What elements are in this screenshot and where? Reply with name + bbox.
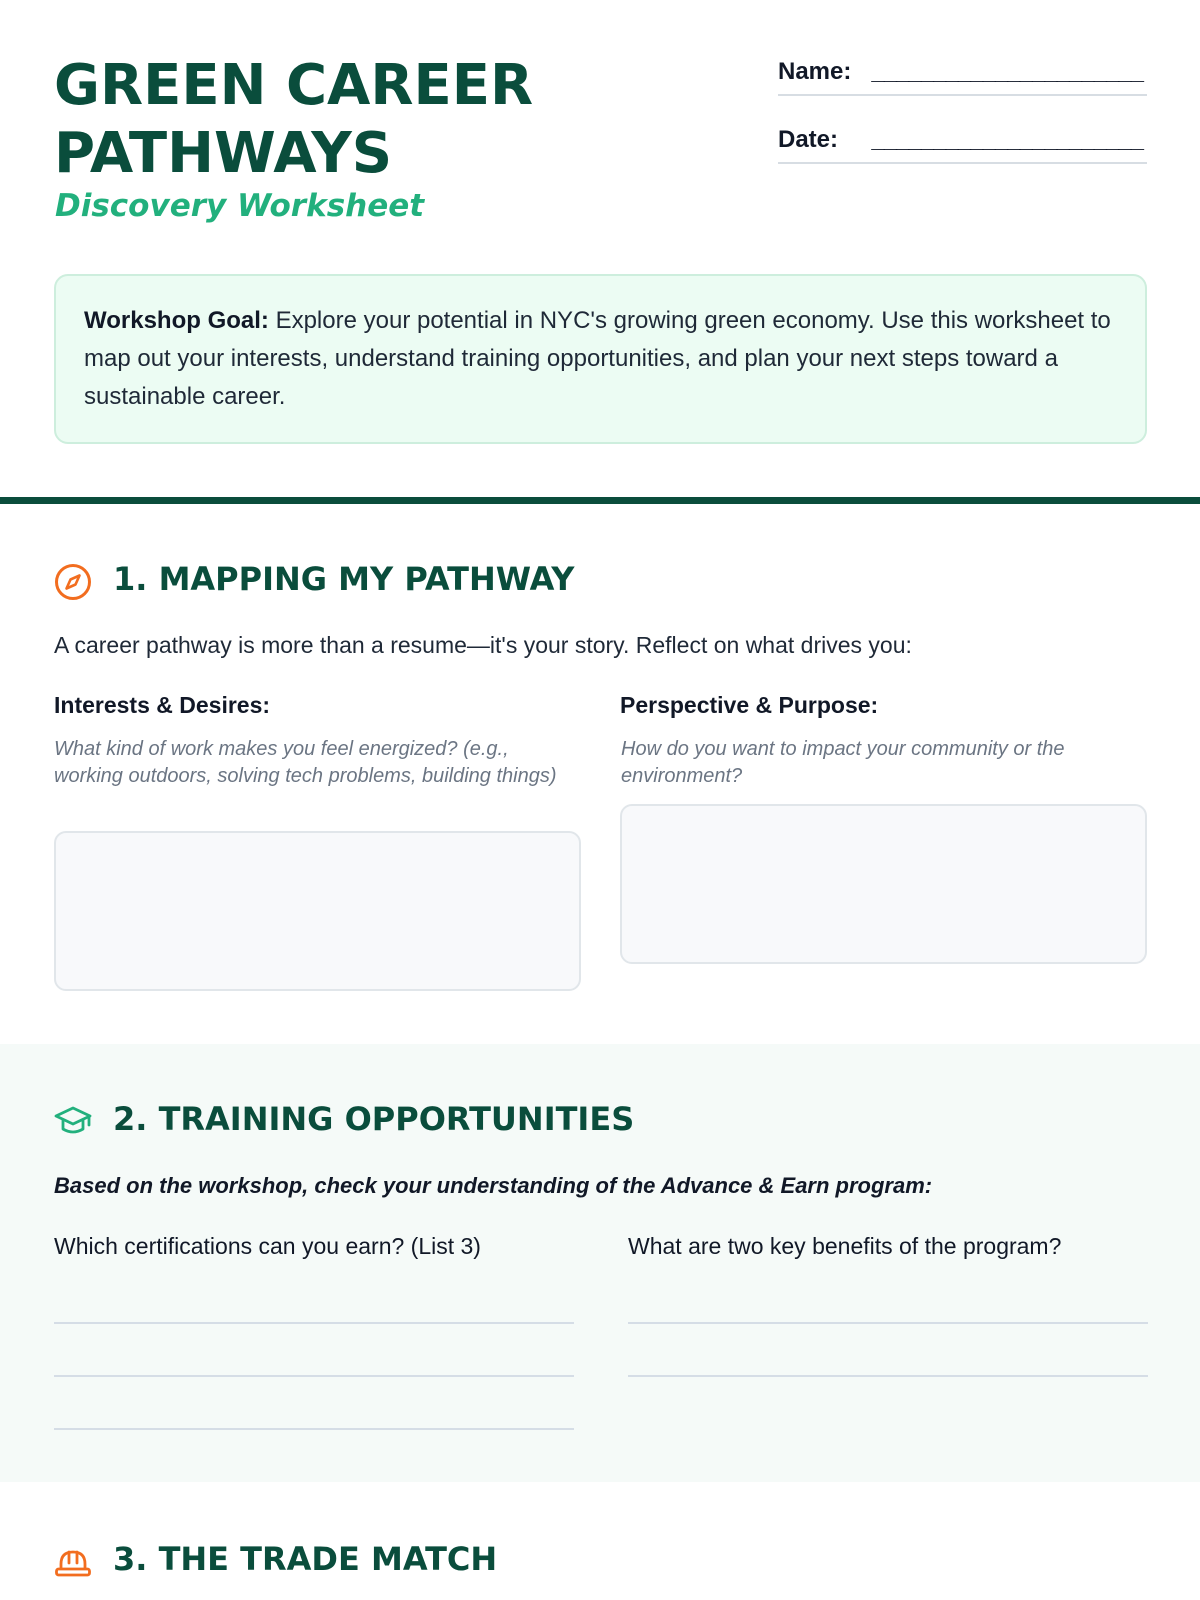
benefit-answer-line-2[interactable] — [628, 1375, 1148, 1377]
workshop-goal-box — [54, 274, 1147, 444]
name-label: Name: — [778, 58, 852, 85]
section-divider — [0, 497, 1200, 504]
interests-answer-box[interactable] — [54, 831, 581, 991]
section-2-title: 2. TRAINING OPPORTUNITIES — [113, 1100, 635, 1138]
date-field[interactable] — [778, 126, 1147, 164]
title-line-1: GREEN CAREER — [54, 53, 534, 118]
certification-answer-line-2[interactable] — [54, 1375, 574, 1377]
goal-lead: Workshop Goal: — [84, 307, 269, 334]
certification-answer-line-3[interactable] — [54, 1428, 574, 1430]
purpose-answer-box[interactable] — [620, 804, 1147, 964]
section-1-title: 1. MAPPING MY PATHWAY — [113, 560, 575, 598]
title-line-2: PATHWAYS — [54, 121, 393, 186]
name-field[interactable] — [778, 58, 1147, 96]
purpose-hint: How do you want to impact your community or the environment? — [621, 738, 1065, 787]
goal-text: Explore your potential in NYC's growing green economy. Use this worksheet to map out your interests, understand training opportunities, and plan your next steps toward a sustainable career. — [84, 307, 1111, 410]
purpose-label: Perspective & Purpose: — [620, 692, 879, 718]
graduation-cap-icon — [54, 1102, 92, 1140]
page-subtitle: Discovery Worksheet — [55, 188, 425, 224]
benefits-question: What are two key benefits of the program? — [628, 1233, 1062, 1259]
certifications-question: Which certifications can you earn? (List 3) — [54, 1233, 481, 1259]
compass-icon — [54, 563, 92, 601]
hard-hat-icon — [54, 1543, 92, 1581]
worksheet-header — [0, 0, 1200, 494]
name-blank: ______________________ — [871, 58, 1143, 85]
training-prompt: Based on the workshop, check your understanding of the Advance & Earn program: — [54, 1173, 933, 1198]
page-title — [54, 52, 533, 188]
section-3-title: 3. THE TRADE MATCH — [113, 1540, 498, 1578]
interests-label: Interests & Desires: — [54, 692, 271, 718]
date-label: Date: — [778, 126, 839, 153]
section-1-intro: A career pathway is more than a resume—it's your story. Reflect on what drives you: — [54, 632, 912, 658]
certification-answer-line-1[interactable] — [54, 1322, 574, 1324]
interests-hint: What kind of work makes you feel energized? (e.g., working outdoors, solving tech problems, building things) — [54, 738, 557, 787]
date-blank: ______________________ — [871, 126, 1143, 153]
benefit-answer-line-1[interactable] — [628, 1322, 1148, 1324]
